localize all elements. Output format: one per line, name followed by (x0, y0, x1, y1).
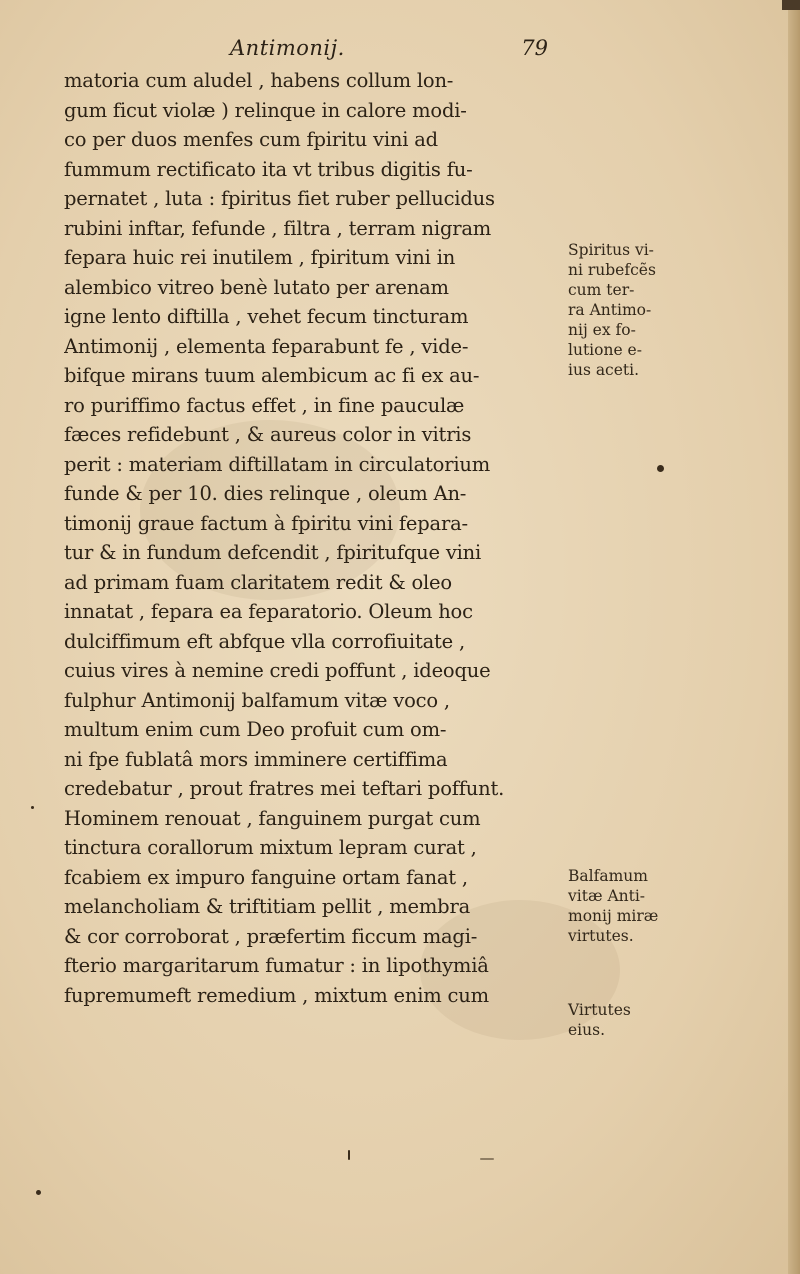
text-line: pernatet , luta : fpiritus fiet ruber pellucidus (64, 187, 495, 210)
corner-mark (782, 0, 800, 10)
note-line: lutione e- (568, 341, 642, 359)
text-line: ni fpe fublatâ mors imminere certiffima (64, 747, 448, 771)
text-line: fupremumeft remedium , mixtum enim cum (64, 983, 489, 1007)
margin-note-spiritus (568, 240, 688, 380)
text-line: funde & per 10. dies relinque , oleum An- (64, 482, 467, 505)
text-line: fepara huic rei inutilem , fpiritum vini in (64, 246, 456, 269)
note-line: ius aceti. (568, 361, 640, 379)
text-line: alembico vitreo benè lutato per arenam (64, 275, 449, 299)
margin-note-virtutes (568, 1000, 688, 1040)
page-header (60, 36, 548, 70)
ink-spot (348, 1150, 350, 1160)
text-line: tur & in fundum defcendit , fpiritufque vini (64, 541, 482, 564)
text-line: fummum rectificato ita vt tribus digitis fu- (64, 157, 473, 181)
note-line: nij ex fo- (568, 321, 636, 339)
text-line: ad primam fuam claritatem redit & oleo (64, 570, 452, 594)
running-title: Antimonij. (230, 36, 345, 60)
ink-spot (31, 806, 34, 809)
page-edge (788, 0, 800, 1274)
text-line: & cor corroborat , præfertim ficcum magi- (64, 924, 478, 948)
note-line: virtutes. (568, 927, 634, 945)
text-line: timonij graue factum à fpiritu vini fepara- (64, 511, 468, 535)
text-line: Antimonij , elementa feparabunt fe , vide- (64, 334, 469, 358)
text-line: multum enim cum Deo profuit cum om- (64, 718, 447, 741)
ink-spot (480, 1158, 494, 1160)
note-line: vitæ Anti- (568, 887, 646, 905)
text-line: co per duos menfes cum fpiritu vini ad (64, 128, 438, 151)
text-line: ro puriffimo factus effet , in fine pauculæ (64, 393, 465, 417)
text-line: fulphur Antimonij balfamum vitæ voco , (64, 688, 450, 712)
text-line: igne lento diftilla , vehet fecum tincturam (64, 305, 469, 328)
text-line: gum ficut violæ ) relinque in calore modi- (64, 98, 467, 122)
note-line: Virtutes (568, 1001, 631, 1019)
note-line: ni rubefcẽs (568, 261, 656, 279)
ink-spot (36, 1190, 41, 1195)
text-line: perit : materiam diftillatam in circulatorium (64, 452, 491, 476)
note-line: cum ter- (568, 281, 635, 299)
text-line: bifque mirans tuum alembicum ac fi ex au- (64, 364, 480, 387)
text-line: matoria cum aludel , habens collum lon- (64, 69, 454, 92)
text-line: cuius vires à nemine credi poffunt , ideoque (64, 659, 491, 682)
text-line: innatat , fepara ea feparatorio. Oleum hoc (64, 600, 473, 623)
body-text (64, 66, 552, 1010)
text-line: fcabiem ex impuro fanguine ortam fanat , (64, 865, 468, 889)
note-line: ra Antimo- (568, 301, 652, 319)
note-line: Balfamum (568, 867, 648, 885)
note-line: Spiritus vi- (568, 241, 654, 259)
text-line: credebatur , prout fratres mei teftari poffunt. (64, 777, 505, 800)
margin-note-balfamum (568, 866, 688, 946)
note-line: monij miræ (568, 907, 659, 925)
text-line: rubini inftar, fefunde , filtra , terram nigram (64, 216, 492, 240)
text-line: dulciffimum eft abfque vlla corrofiuitate , (64, 629, 465, 653)
text-line: fterio margaritarum fumatur : in lipothymiâ (64, 954, 489, 977)
note-line: eius. (568, 1021, 605, 1039)
ink-spot (657, 465, 664, 472)
text-line: fæces refidebunt , & aureus color in vitris (64, 423, 472, 446)
page-number: 79 (521, 36, 548, 60)
text-line: Hominem renouat , fanguinem purgat cum (64, 806, 481, 830)
text-line: melancholiam & triftitiam pellit , membra (64, 895, 471, 918)
text-line: tinctura corallorum mixtum lepram curat , (64, 836, 477, 859)
